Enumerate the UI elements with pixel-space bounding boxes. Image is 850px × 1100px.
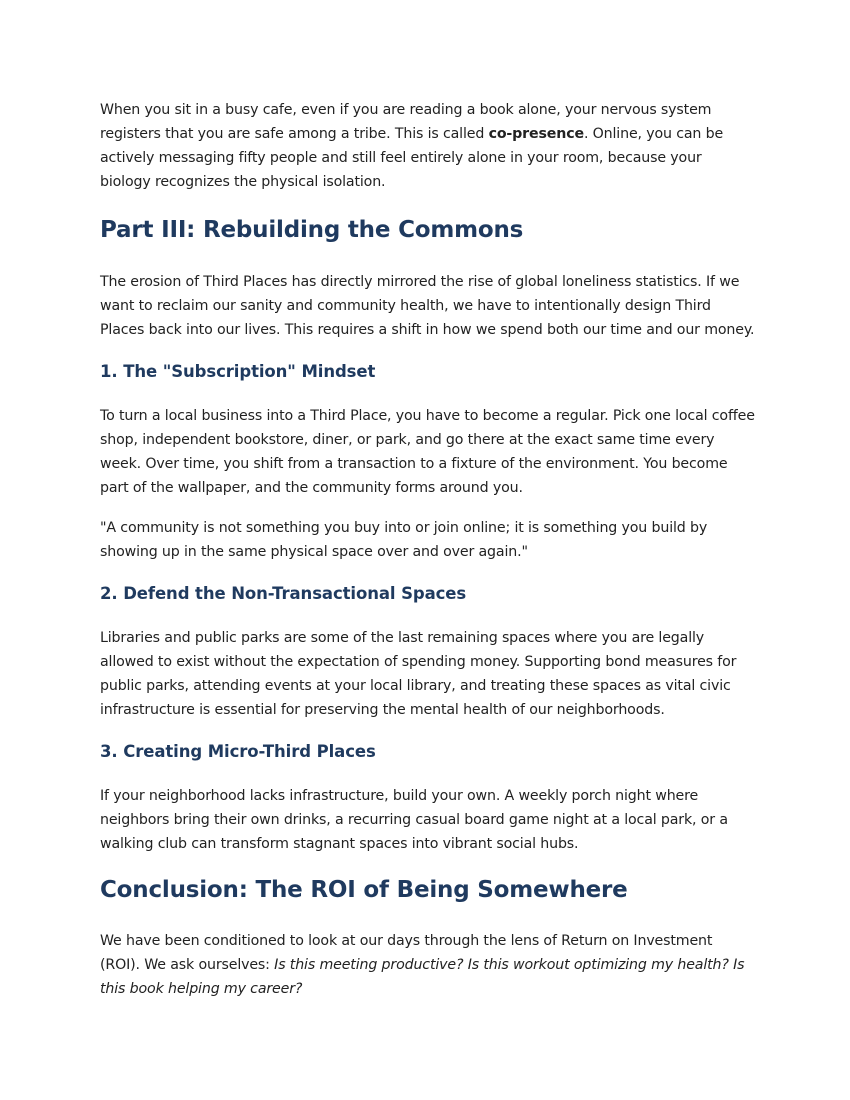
conclusion-heading: Conclusion: The ROI of Being Somewhere	[100, 877, 628, 903]
intro-text-start: When you sit in a busy cafe, even if you are reading a book alone, your nervous system registers that you are safe among a tribe. This is called	[100, 102, 712, 142]
section3-paragraph: If your neighborhood lacks infrastructure, build your own. A weekly porch night where neighbors bring their own drinks, a recurring casual board game night at a local park, or a walking club can transform stagnant spaces into vibrant social hubs.	[100, 788, 728, 852]
intro-bold-term: co-presence	[488, 126, 584, 142]
section2-heading: 2. Defend the Non-Transactional Spaces	[100, 584, 467, 603]
section1-heading: 1. The "Subscription" Mindset	[100, 362, 376, 381]
section2-paragraph: Libraries and public parks are some of the last remaining spaces where you are legally allowed to exist without the expectation of spending money. Supporting bond measures for public parks, attending events at your local library, and treating these spaces as vital civic infrastructure is essential for preserving the mental health of our neighborhoods.	[100, 630, 737, 718]
section1-quote: "A community is not something you buy into or join online; it is something you build by showing up in the same physical space over and over again."	[100, 520, 708, 560]
part3-paragraph: The erosion of Third Places has directly mirrored the rise of global loneliness statistics. If we want to reclaim our sanity and community health, we have to intentionally design Third Places back into our lives. This requires a shift in how we spend both our time and our money.	[100, 274, 755, 338]
part3-heading: Part III: Rebuilding the Commons	[100, 217, 524, 243]
document-page	[100, 98, 755, 1001]
section3-heading: 3. Creating Micro-Third Places	[100, 742, 376, 761]
intro-text-end: . Online, you can be actively messaging fifty people and still feel entirely alone in your room, because your biology recognizes the physical isolation.	[100, 126, 724, 190]
intro-paragraph	[100, 98, 755, 194]
section1-paragraph: To turn a local business into a Third Place, you have to become a regular. Pick one local coffee shop, independent bookstore, diner, or park, and go there at the exact same time every week. Over time, you shift from a transaction to a fixture of the environment. You become part of the wallpaper, and the community forms around you.	[100, 408, 755, 496]
conclusion-text: We have been conditioned to look at our days through the lens of Return on Investment (ROI). We ask ourselves:	[100, 933, 713, 973]
conclusion-italic-questions: Is this meeting productive? Is this workout optimizing my health? Is this book helping my career?	[100, 957, 745, 997]
conclusion-paragraph	[100, 929, 755, 1001]
